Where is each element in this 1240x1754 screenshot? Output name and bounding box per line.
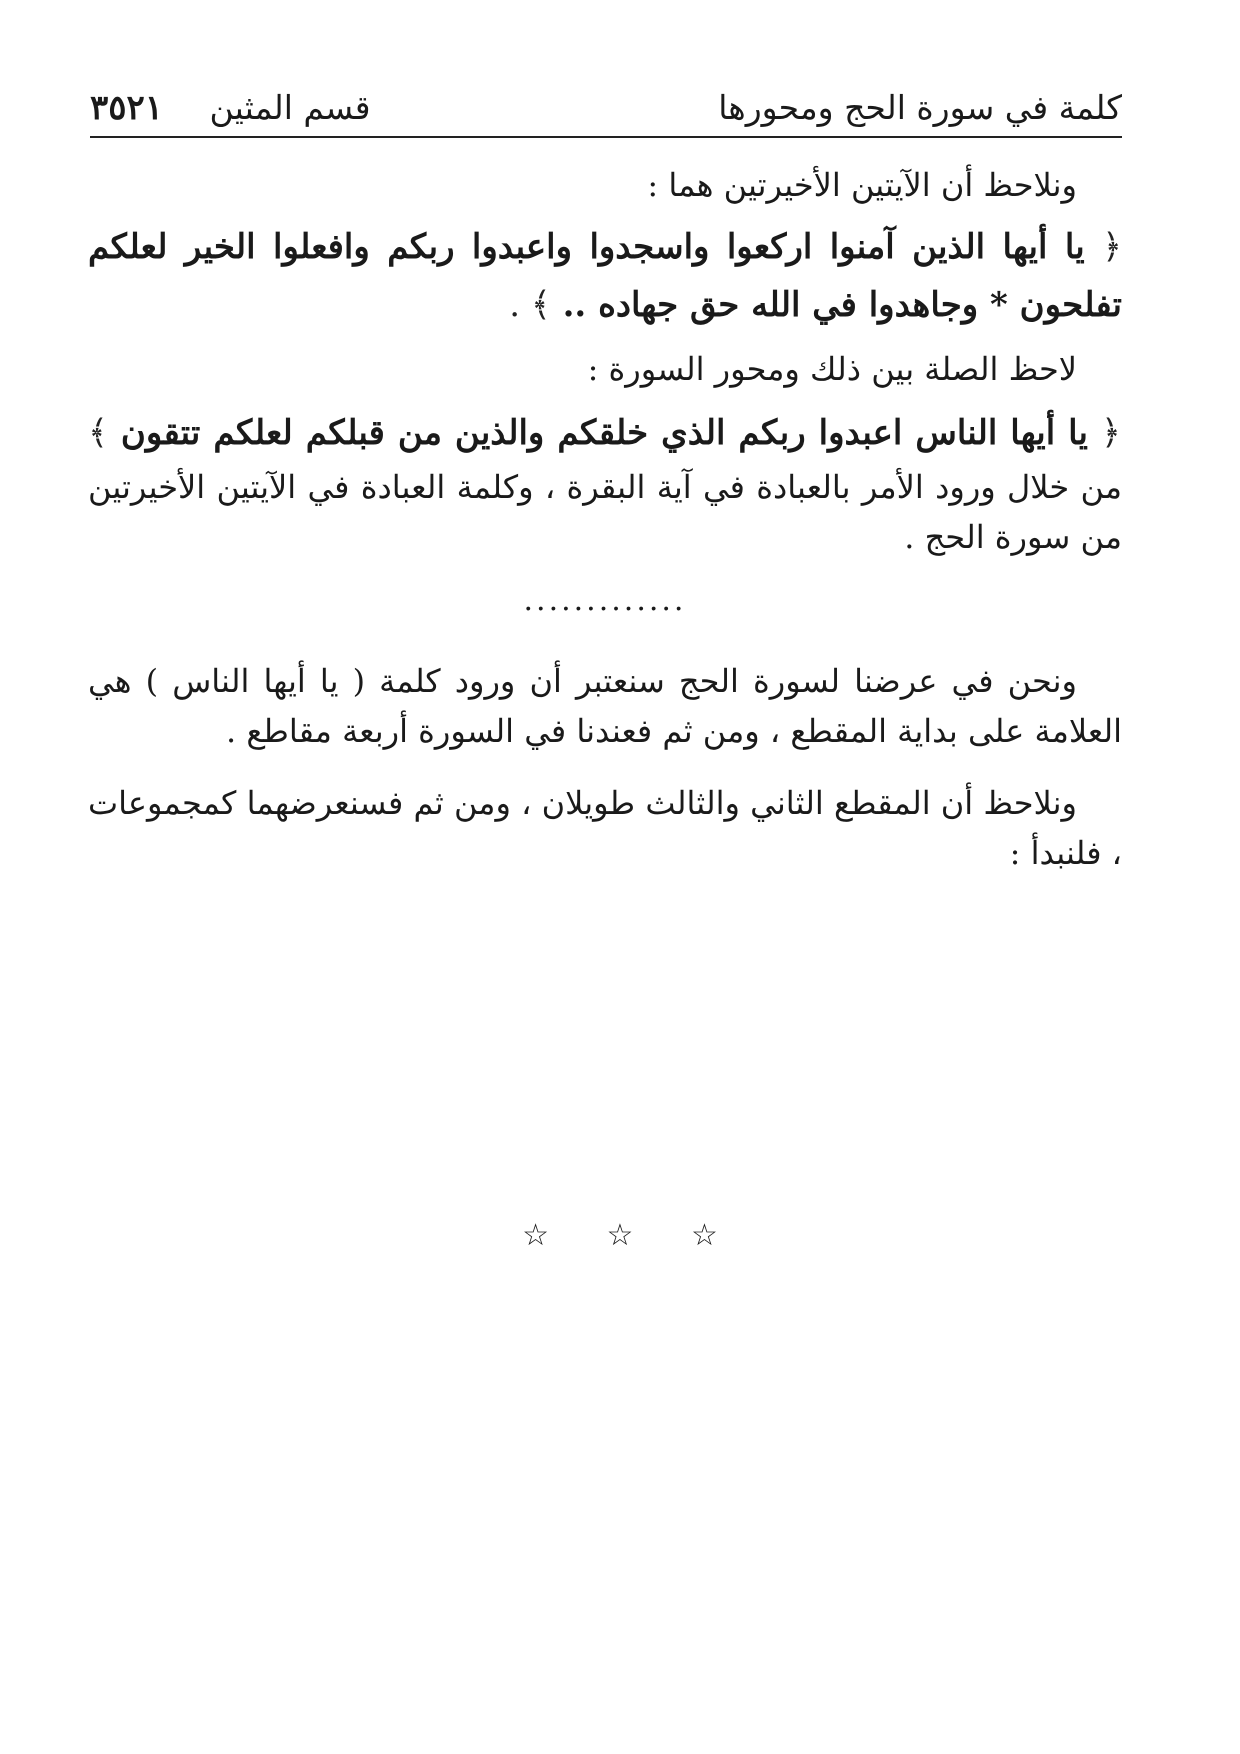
star-icon: ☆ [691, 1218, 718, 1253]
paragraph-sections: ونحن في عرضنا لسورة الحج سنعتبر أن ورود كلمة ( يا أيها الناس ) هي العلامة على بداية المقطع ، ومن ثم فعندنا في السورة أربعة مقاطع . [88, 662, 1122, 750]
verse-open-bracket: ﴿ [1102, 227, 1122, 267]
section-end-ornament [0, 1218, 1240, 1253]
header-divider [90, 136, 1122, 138]
paragraph-groups: ونلاحظ أن المقطع الثاني والثالث طويلان ، ومن ثم فسنعرضهما كمجموعات ، فلنبدأ : [88, 784, 1122, 872]
paragraph-intro: ونلاحظ أن الآيتين الأخيرتين هما : [647, 166, 1077, 204]
chapter-title: كلمة في سورة الحج ومحورها [718, 88, 1122, 127]
quran-verse-1 [88, 218, 1122, 334]
running-header [90, 80, 1122, 136]
verse-close-bracket: ﴾ [88, 413, 108, 453]
quran-verse-2-paragraph [88, 404, 1122, 562]
main-text [88, 160, 1122, 878]
page-number: ٣٥٢١ [90, 88, 164, 128]
paragraph-link: لاحظ الصلة بين ذلك ومحور السورة : [587, 350, 1077, 388]
verse-open-bracket: ﴿ [1100, 413, 1121, 453]
section-name: قسم المثين [209, 88, 371, 127]
star-icon: ☆ [606, 1218, 634, 1253]
quran-verse-2 [88, 413, 1121, 453]
verse-close-bracket: ﴾ . [509, 285, 551, 325]
star-icon: ☆ [522, 1218, 549, 1253]
verse-text: يا أيها الذين آمنوا اركعوا واسجدوا واعبدوا ربكم وافعلوا الخير لعلكم تفلحون * وجاهدوا في الله حق جهاده .. [88, 227, 1122, 325]
dotted-separator: ............. [523, 583, 687, 618]
paragraph-explanation: من خلال ورود الأمر بالعبادة في آية البقرة ، وكلمة العبادة في الآيتين الأخيرتين من سورة الحج . [88, 468, 1123, 556]
verse-text: يا أيها الناس اعبدوا ربكم الذي خلقكم والذين من قبلكم لعلكم تتقون [120, 413, 1088, 453]
header-section-block [90, 88, 371, 128]
